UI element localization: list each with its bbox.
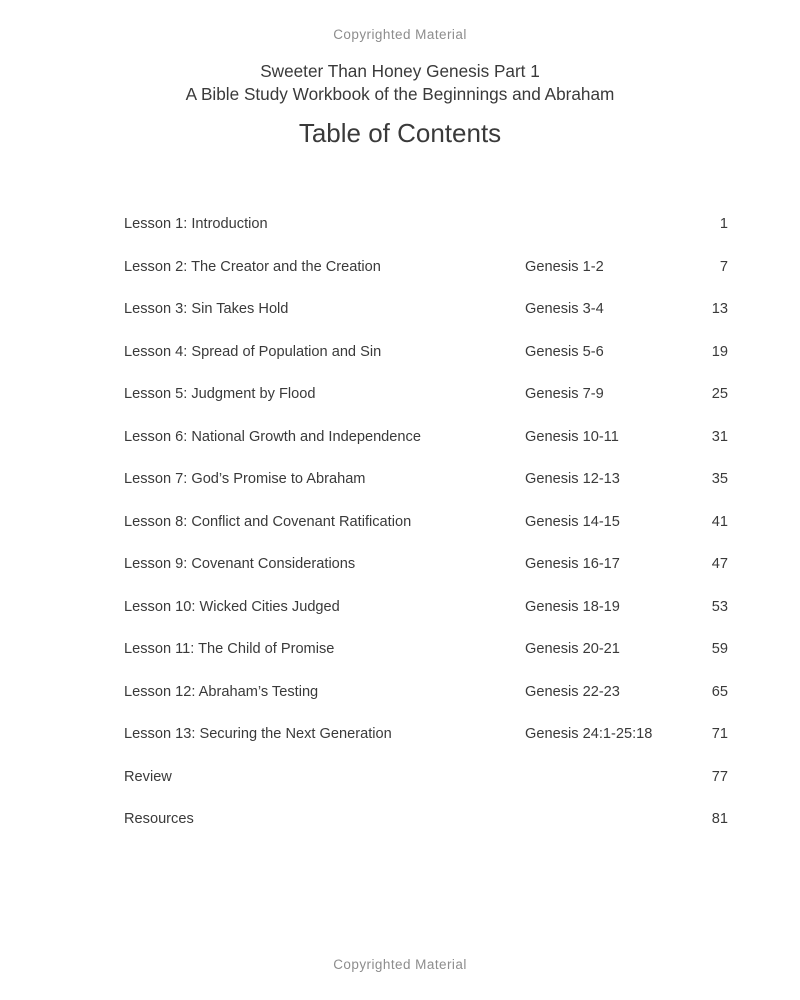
toc-entry-title: Lesson 9: Covenant Considerations — [124, 556, 356, 572]
copyright-watermark-bottom: Copyrighted Material — [333, 957, 467, 972]
toc-entry-scripture-reference: Genesis 18-19 — [525, 598, 620, 615]
toc-entry[interactable] — [124, 299, 728, 342]
toc-entry-title: Lesson 11: The Child of Promise — [124, 641, 335, 657]
toc-entry[interactable] — [124, 682, 728, 725]
toc-entry-title: Lesson 13: Securing the Next Generation — [124, 726, 392, 742]
toc-entry-page-number: 19 — [711, 343, 728, 360]
toc-entry-scripture-reference: Genesis 7-9 — [525, 386, 604, 402]
toc-entry-title: Lesson 12: Abraham’s Testing — [124, 683, 319, 700]
toc-entry-title: Lesson 4: Spread of Population and Sin — [124, 343, 382, 360]
book-subtitle-line-2: A Bible Study Workbook of the Beginnings and Abraham — [185, 84, 615, 104]
toc-entry[interactable] — [124, 342, 728, 385]
toc-entry-page-number: 25 — [711, 386, 728, 402]
toc-entry-scripture-reference: Genesis 5-6 — [525, 343, 604, 360]
toc-entry-scripture-reference: Genesis 14-15 — [525, 513, 620, 530]
toc-entry-title: Lesson 6: National Growth and Independence — [124, 428, 421, 445]
toc-entry-scripture-reference: Genesis 3-4 — [525, 301, 604, 317]
toc-entry-page-number: 41 — [711, 513, 728, 530]
toc-entry-title: Lesson 5: Judgment by Flood — [124, 386, 316, 402]
toc-entry-scripture-reference: Genesis 20-21 — [525, 641, 620, 657]
page-title: Table of Contents — [298, 118, 502, 148]
toc-entry[interactable] — [124, 214, 728, 257]
toc-entry-title: Lesson 10: Wicked Cities Judged — [124, 598, 340, 615]
toc-entry-page-number: 31 — [711, 428, 728, 445]
toc-entry[interactable] — [124, 512, 728, 555]
copyright-watermark-top: Copyrighted Material — [333, 27, 467, 42]
toc-entry-title: Resources — [124, 811, 194, 827]
toc-entry-scripture-reference: Genesis 16-17 — [525, 556, 620, 572]
toc-entry-title: Lesson 1: Introduction — [124, 216, 268, 232]
toc-entry-page-number: 47 — [711, 556, 728, 572]
toc-entry[interactable] — [124, 257, 728, 300]
toc-entry-page-number: 13 — [711, 301, 728, 317]
toc-entry-page-number: 65 — [711, 683, 728, 700]
toc-entry-page-number: 81 — [711, 811, 728, 827]
toc-entry[interactable] — [124, 427, 728, 470]
toc-entry-scripture-reference: Genesis 1-2 — [525, 258, 604, 275]
toc-entry-title: Review — [124, 768, 172, 785]
toc-entry-page-number: 71 — [711, 726, 728, 742]
toc-entry-title: Lesson 7: God’s Promise to Abraham — [124, 471, 366, 487]
toc-entry-scripture-reference: Genesis 12-13 — [525, 471, 620, 487]
title-block — [0, 60, 800, 106]
book-title-line-1: Sweeter Than Honey Genesis Part 1 — [260, 61, 540, 81]
toc-entry[interactable] — [124, 724, 728, 767]
toc-entry[interactable] — [124, 597, 728, 640]
toc-entry-page-number: 35 — [711, 471, 728, 487]
table-of-contents-list — [124, 214, 728, 852]
toc-entry-page-number: 59 — [711, 641, 728, 657]
toc-entry[interactable] — [124, 639, 728, 682]
toc-entry[interactable] — [124, 554, 728, 597]
toc-entry[interactable] — [124, 809, 728, 852]
toc-entry[interactable] — [124, 469, 728, 512]
toc-entry-title: Lesson 3: Sin Takes Hold — [124, 301, 289, 317]
toc-entry-title: Lesson 2: The Creator and the Creation — [124, 258, 381, 275]
toc-entry[interactable] — [124, 767, 728, 810]
toc-entry-scripture-reference: Genesis 10-11 — [525, 428, 619, 445]
toc-entry-scripture-reference: Genesis 22-23 — [525, 683, 620, 700]
toc-entry[interactable] — [124, 384, 728, 427]
toc-entry-title: Lesson 8: Conflict and Covenant Ratification — [124, 513, 412, 530]
toc-entry-scripture-reference: Genesis 24:1-25:18 — [525, 726, 653, 742]
toc-entry-page-number: 7 — [719, 258, 728, 275]
toc-entry-page-number: 77 — [711, 768, 728, 785]
toc-entry-page-number: 1 — [719, 216, 728, 232]
toc-entry-page-number: 53 — [711, 598, 728, 615]
